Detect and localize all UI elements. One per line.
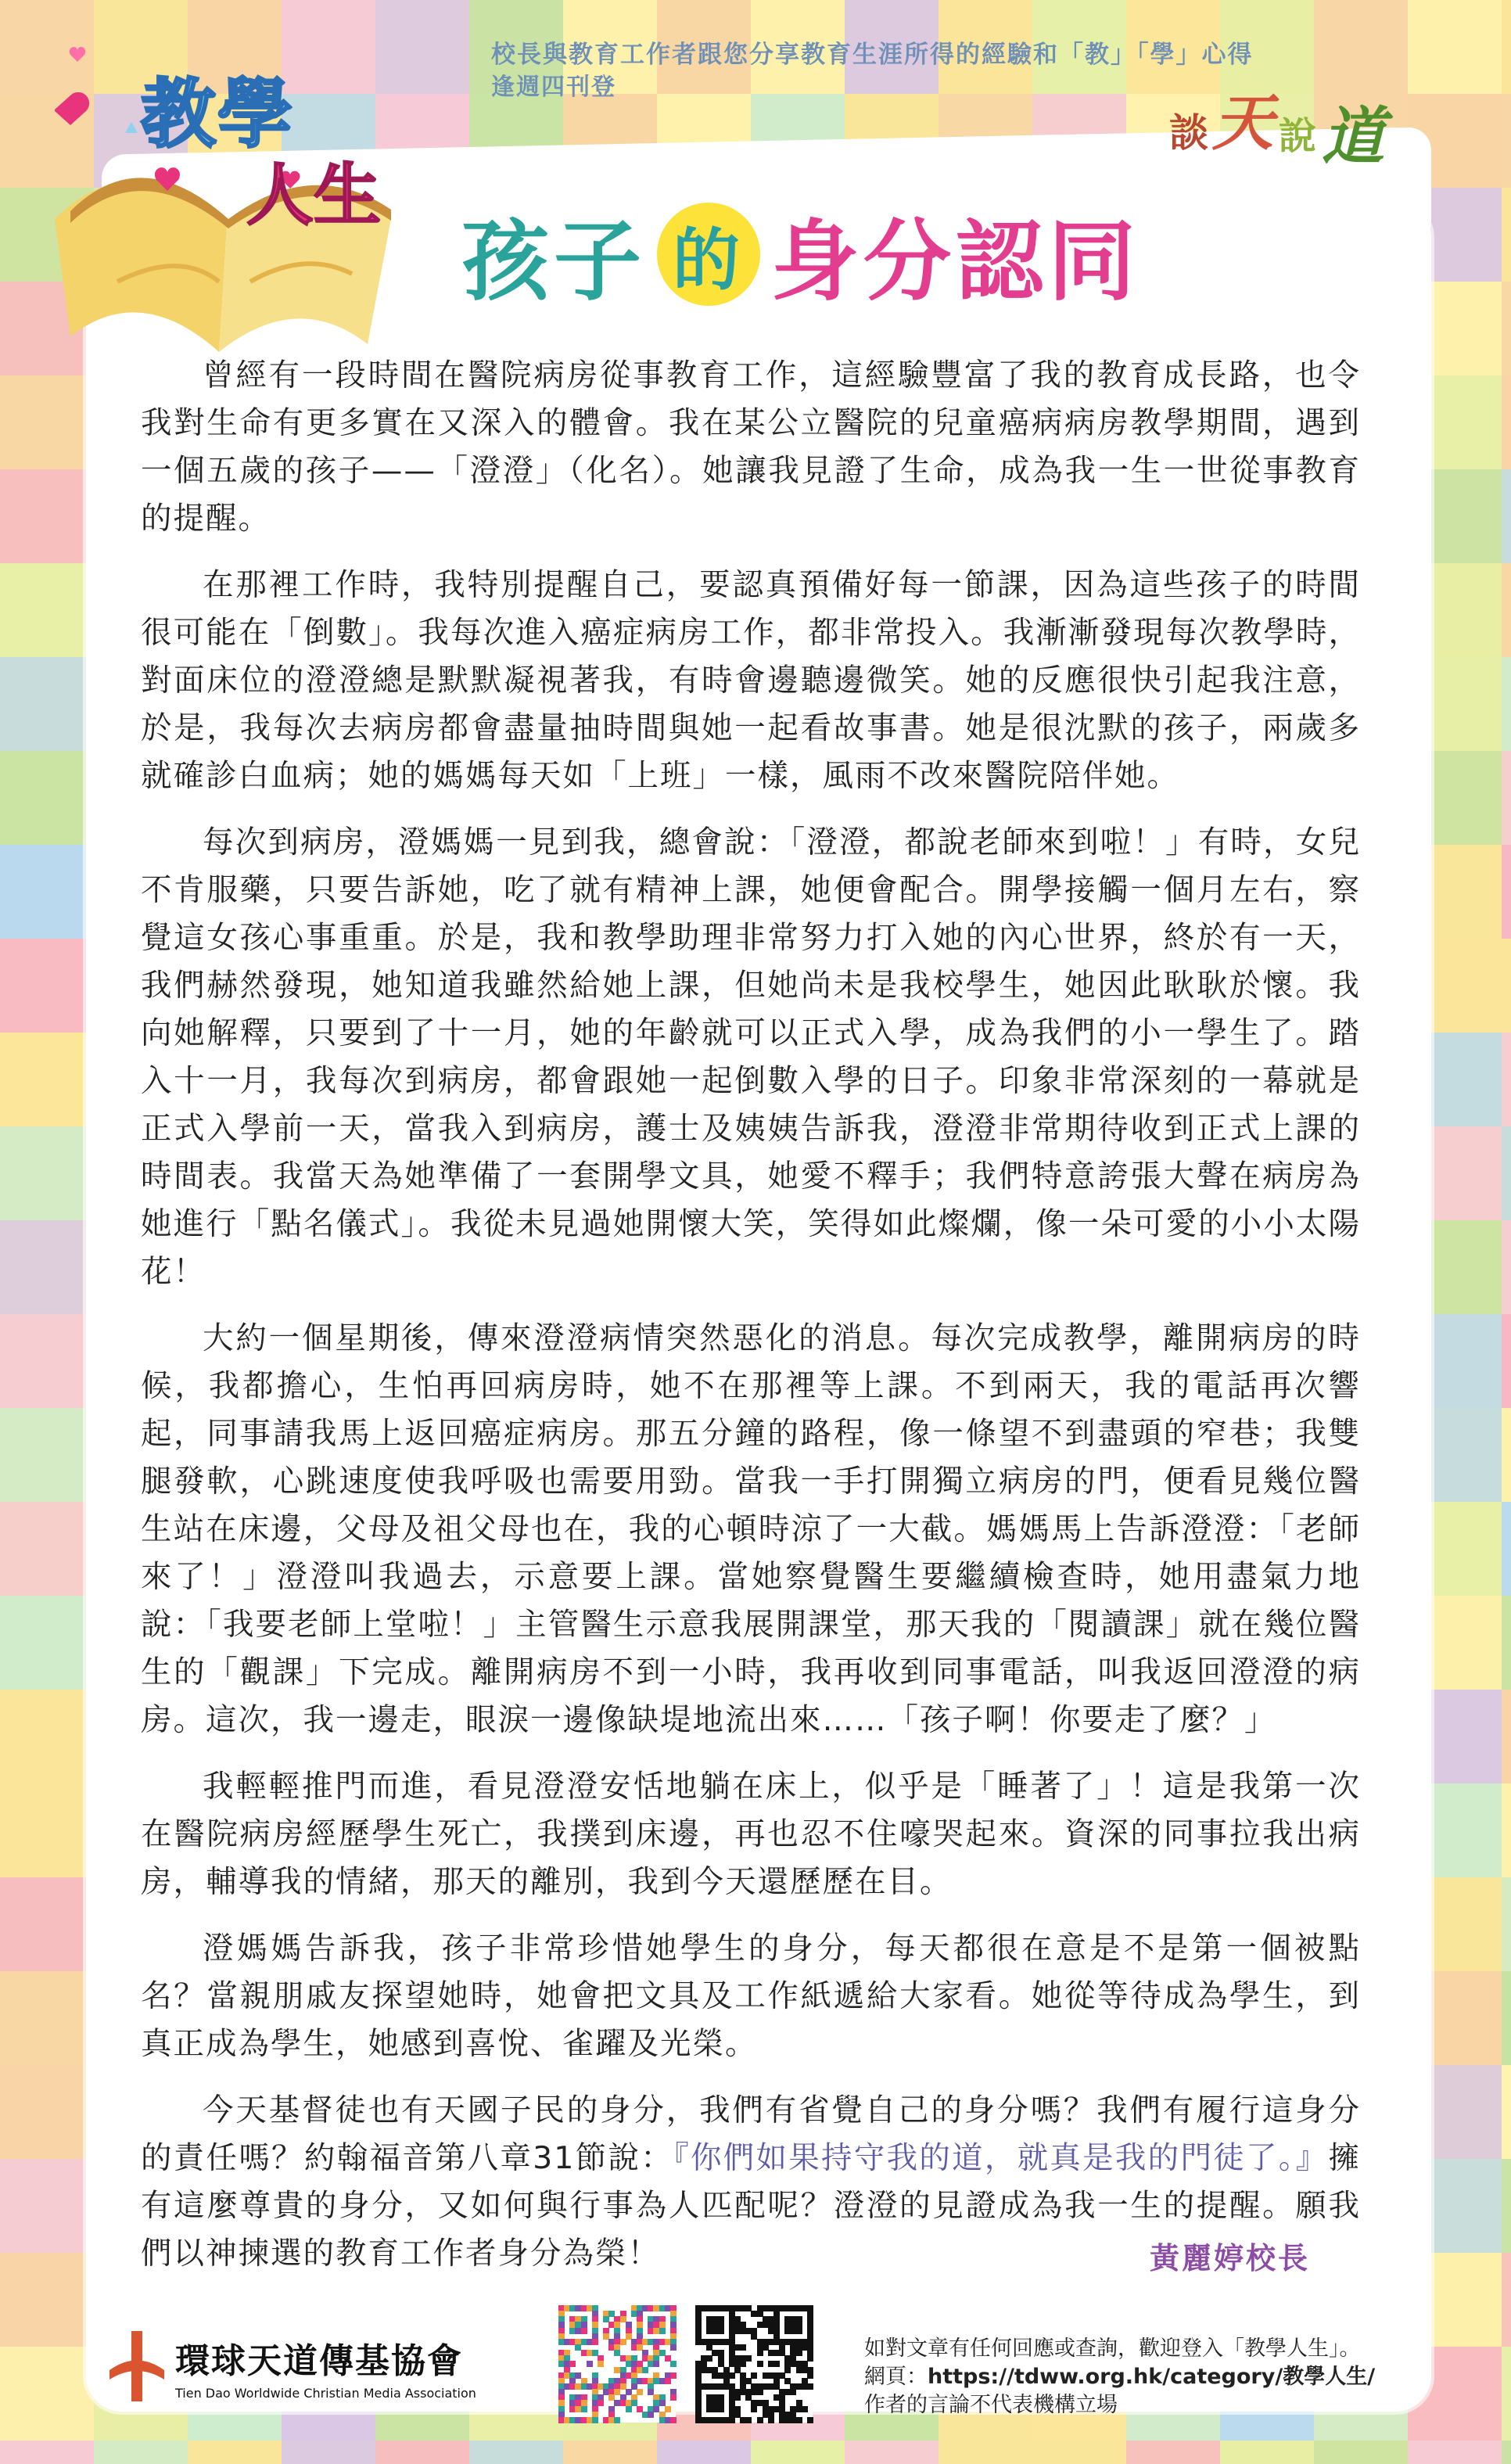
background-tile <box>0 1971 94 2065</box>
qr-module <box>751 2406 757 2412</box>
website-link[interactable]: https://tdww.org.hk/category/教學人生/ <box>928 2365 1376 2389</box>
background-tile <box>1502 563 1511 657</box>
qr-module <box>807 2355 813 2362</box>
qr-module <box>740 2344 746 2351</box>
article-title <box>461 196 1140 313</box>
tien-dao-brand-logo <box>1169 74 1404 184</box>
background-tile <box>0 1314 94 1408</box>
background-tile <box>1502 1690 1511 1783</box>
header-tagline: 校長與教育工作者跟您分享教育生涯所得的經驗和「教」「學」心得 <box>491 41 1254 69</box>
website-label: 網頁： <box>864 2365 928 2389</box>
qr-module <box>773 2361 780 2367</box>
qr-module <box>706 2355 712 2362</box>
background-tile <box>469 2441 563 2464</box>
background-tile <box>1502 939 1511 1033</box>
background-tile <box>1502 1971 1511 2065</box>
qr-module <box>729 2417 735 2423</box>
background-tile <box>0 2065 94 2159</box>
organization-logo <box>109 2331 476 2401</box>
background-tile <box>1502 1314 1511 1408</box>
qr-module <box>796 2417 802 2423</box>
background-tile <box>0 845 94 939</box>
qr-module <box>665 2406 671 2412</box>
qr-module <box>581 2406 587 2412</box>
brand-char-3: 說 <box>1279 114 1317 158</box>
background-tile <box>0 1408 94 1502</box>
background-tile <box>1502 2441 1511 2464</box>
background-tile <box>1502 282 1511 375</box>
background-tile <box>1502 657 1511 751</box>
qr-module <box>745 2355 752 2362</box>
qr-module <box>729 2372 735 2379</box>
background-tile <box>0 1126 94 1220</box>
logo-word-life: 人生 <box>246 156 381 235</box>
background-tile <box>1314 2441 1408 2464</box>
qr-module <box>734 2394 741 2401</box>
final-text-after: 擁有這麼尊貴的身分，又如何與行事為人匹配呢？澄澄的見證成為我一生的提醒。願我們以神揀選的教育工作者身分為榮！ <box>141 2140 1362 2272</box>
background-tile <box>94 2441 188 2464</box>
qr-module <box>757 2389 763 2395</box>
qr-module <box>718 2328 724 2334</box>
background-tile <box>1502 1783 1511 1877</box>
paragraph: 澄媽媽告訴我，孩子非常珍惜她學生的身分，每天都很在意是不是第一個被點名？當親朋戚友探望她時，她會把文具及工作紙遞給大家看。她從等待成為學生，到真正成為學生，她感到喜悅、雀躍及光榮。 <box>141 1931 1361 2062</box>
background-tile <box>657 2441 751 2464</box>
paragraph: 在那裡工作時，我特別提醒自己，要認真預備好每一節課，因為這些孩子的時間很可能在「倒數」。我每次進入癌症病房工作，都非常投入。我漸漸發現每次教學時，對面床位的澄澄總是默默凝視著我，有時會邊聽邊微笑。她的反應很快引起我注意，於是，我每次去病房都會盡量抽時間與她一起看故事書。她是很沈默的孩子，兩歲多就確診白血病；她的媽媽每天如「上班」一樣，風雨不改來醫院陪伴她。 <box>141 567 1361 794</box>
author-signature: 黃麗婷校長 <box>1150 2241 1311 2275</box>
paragraph: 每次到病房，澄媽媽一見到我，總會說：「澄澄，都說老師來到啦！」有時，女兒不肯服藥，只要告訴她，吃了就有精神上課，她便會配合。開學接觸一個月左右，察覺這女孩心事重重。於是，我和教學助理非常努力打入她的內心世界，終於有一天，我們赫然發現，她知道我雖然給她上課，但她尚未是我校學生，她因此耿耿於懷。我向她解釋，只要到了十一月，她的年齡就可以正式入學，成為我們的小一學生了。踏入十一月，我每次到病房，都會跟她一起倒數入學的日子。印象非常深刻的一幕就是正式入學前一天，當我入到病房，護士及姨姨告訴我，澄澄非常期待收到正式上課的時間表。我當天為她準備了一套開學文具，她愛不釋手；我們特意誇張大聲在病房為她進行「點名儀式」。我從未見過她開懷大笑，笑得如此燦爛，像一朵可愛的小小太陽花！ <box>141 824 1361 1290</box>
background-tile <box>1502 1596 1511 1690</box>
background-tile <box>1220 2441 1314 2464</box>
background-tile <box>1502 2065 1511 2159</box>
background-tile <box>1502 188 1511 282</box>
background-tile <box>1502 845 1511 939</box>
qr-module <box>740 2361 746 2367</box>
background-tile <box>1408 2441 1502 2464</box>
background-tile <box>0 2347 94 2441</box>
organization-name-english: Tien Dao Worldwide Christian Media Association <box>175 2385 476 2401</box>
background-tile <box>1502 1408 1511 1502</box>
paragraph: 大約一個星期後，傳來澄澄病情突然惡化的消息。每次完成教學，離開病房的時候，我都擔心，生怕再回病房時，她不在那裡等上課。不到兩天，我的電話再次響起，同事請我馬上返回癌症病房。那五分鐘的路程，像一條望不到盡頭的窄巷；我雙腿發軟，心跳速度使我呼吸也需要用勁。當我一手打開獨立病房的門，便看見幾位醫生站在床邊，父母及祖父母也在，我的心頓時涼了一大截。媽媽馬上告訴澄澄：「老師來了！」澄澄叫我過去，示意要上課。當她察覺醫生要繼續檢查時，她用盡氣力地說：「我要老師上堂啦！」主管醫生示意我展開課堂，那天我的「閱讀課」就在幾位醫生的「觀課」下完成。離開病房不到一小時，我再收到同事電話，叫我返回澄澄的病房。這次，我一邊走，眼淚一邊像缺堤地流出來……「孩子啊！你要走了麼？」 <box>141 1320 1361 1738</box>
background-tile <box>0 1502 94 1596</box>
title-circle <box>657 203 760 306</box>
title-part-identity: 身分認同 <box>771 210 1140 313</box>
contact-website-line <box>864 2363 1443 2391</box>
qr-module <box>796 2328 802 2334</box>
background-tile <box>1032 2441 1126 2464</box>
background-tile <box>1502 1126 1511 1220</box>
qr-module <box>670 2361 677 2367</box>
organization-name: 環球天道傳基協會 <box>175 2340 463 2381</box>
background-tile <box>0 1220 94 1314</box>
background-tile <box>1502 375 1511 469</box>
background-tile <box>1502 2347 1511 2441</box>
qr-module <box>670 2372 677 2379</box>
contact-info <box>864 2335 1443 2419</box>
background-tile <box>282 2441 375 2464</box>
background-tile <box>0 375 94 469</box>
disclaimer: 作者的言論不代表機構立場 <box>864 2393 1118 2417</box>
paragraph: 我輕輕推門而進，看見澄澄安恬地躺在床上，似乎是「睡著了」！這是我第一次在醫院病房經歷學生死亡，我撲到床邊，再也忍不住嚎哭起來。資深的同事拉我出病房，輔導我的情緒，那天的離別，我到今天還歷歷在目。 <box>141 1769 1361 1900</box>
background-tile <box>0 1596 94 1690</box>
qr-module <box>751 2372 757 2379</box>
qr-module <box>807 2372 813 2379</box>
qr-code-website[interactable] <box>695 2305 813 2423</box>
qr-module <box>653 2361 659 2367</box>
qr-module <box>598 2361 604 2367</box>
qr-module <box>587 2361 593 2367</box>
bible-quote: 『你們如果持守我的道，就真是我的門徒了。』 <box>673 2140 1329 2176</box>
background-tile <box>0 2441 94 2464</box>
qr-module <box>620 2339 626 2345</box>
qr-module <box>626 2406 632 2412</box>
background-tile <box>1502 469 1511 563</box>
qr-module <box>592 2339 598 2345</box>
background-tile <box>1408 0 1502 94</box>
background-tile <box>563 2441 657 2464</box>
logo-word-teaching: 教學 <box>141 70 294 158</box>
brand-char-2: 天 <box>1212 88 1274 159</box>
background-tile <box>0 2253 94 2347</box>
background-tile <box>0 751 94 845</box>
brand-char-4: 道 <box>1322 99 1384 173</box>
qr-module <box>614 2417 620 2423</box>
background-tile <box>1502 94 1511 188</box>
title-part-of: 的 <box>673 221 745 300</box>
background-tile <box>1502 751 1511 845</box>
background-tile <box>939 2441 1032 2464</box>
cross-logo-icon <box>109 2331 164 2401</box>
qr-module <box>581 2328 587 2334</box>
qr-module <box>592 2417 598 2423</box>
background-tile <box>0 2159 94 2253</box>
contact-line: 如對文章有任何回應或查詢，歡迎登入「教學人生」。 <box>864 2336 1361 2361</box>
qr-module <box>757 2361 763 2367</box>
background-tile <box>375 2441 469 2464</box>
qr-module <box>665 2378 671 2384</box>
qr-module <box>807 2383 813 2390</box>
qr-module <box>807 2417 813 2423</box>
background-tile <box>0 563 94 657</box>
qr-module <box>642 2367 648 2373</box>
background-tile <box>0 1783 94 1877</box>
qr-code-colorful[interactable] <box>558 2305 676 2423</box>
background-tile <box>0 657 94 751</box>
background-tile <box>188 2441 282 2464</box>
header-schedule: 逢週四刊登 <box>491 74 616 101</box>
qr-module <box>659 2328 666 2334</box>
background-tile <box>1502 1033 1511 1126</box>
qr-module <box>569 2361 576 2367</box>
qr-module <box>670 2344 677 2351</box>
background-tile <box>1502 0 1511 94</box>
qr-module <box>790 2389 796 2395</box>
background-tile <box>0 1033 94 1126</box>
qr-module <box>784 2367 791 2373</box>
qr-module <box>637 2389 643 2395</box>
background-tile <box>0 1877 94 1971</box>
background-tile <box>1502 1502 1511 1596</box>
qr-module <box>757 2350 763 2356</box>
background-tile <box>0 1690 94 1783</box>
background-tile <box>1502 1877 1511 1971</box>
qr-module <box>768 2417 774 2423</box>
background-tile <box>0 469 94 563</box>
qr-module <box>648 2412 654 2418</box>
background-tile <box>1502 2159 1511 2253</box>
qr-module <box>802 2406 808 2412</box>
brand-char-1: 談 <box>1169 110 1208 156</box>
qr-module <box>757 2417 763 2423</box>
article-body <box>141 352 1361 2297</box>
title-part-child: 孩子 <box>461 210 646 313</box>
qr-module <box>670 2417 677 2423</box>
background-tile <box>1502 1220 1511 1314</box>
qr-module <box>745 2417 752 2423</box>
qr-module <box>598 2400 604 2406</box>
background-tile <box>1126 2441 1220 2464</box>
paragraph: 曾經有一段時間在醫院病房從事教育工作，這經驗豐富了我的教育成長路，也令我對生命有更多實在又深入的體會。我在某公立醫院的兒童癌病病房教學期間，遇到一個五歲的孩子——「澄澄」（化名）。她讓我見證了生命，成為我一生一世從事教育的提醒。 <box>141 357 1361 537</box>
final-text-before: 今天基督徒也有天國子民的身分，我們有省覺自己的身分嗎？我們有履行這身分的責任嗎？約翰福音第八章31節說： <box>141 2092 1361 2176</box>
qr-module <box>718 2406 724 2412</box>
teaching-life-logo <box>23 23 430 352</box>
qr-module <box>670 2394 677 2401</box>
background-tile <box>1502 2253 1511 2347</box>
qr-module <box>796 2350 802 2356</box>
background-tile <box>751 2441 845 2464</box>
background-tile <box>845 2441 939 2464</box>
background-tile <box>0 939 94 1033</box>
